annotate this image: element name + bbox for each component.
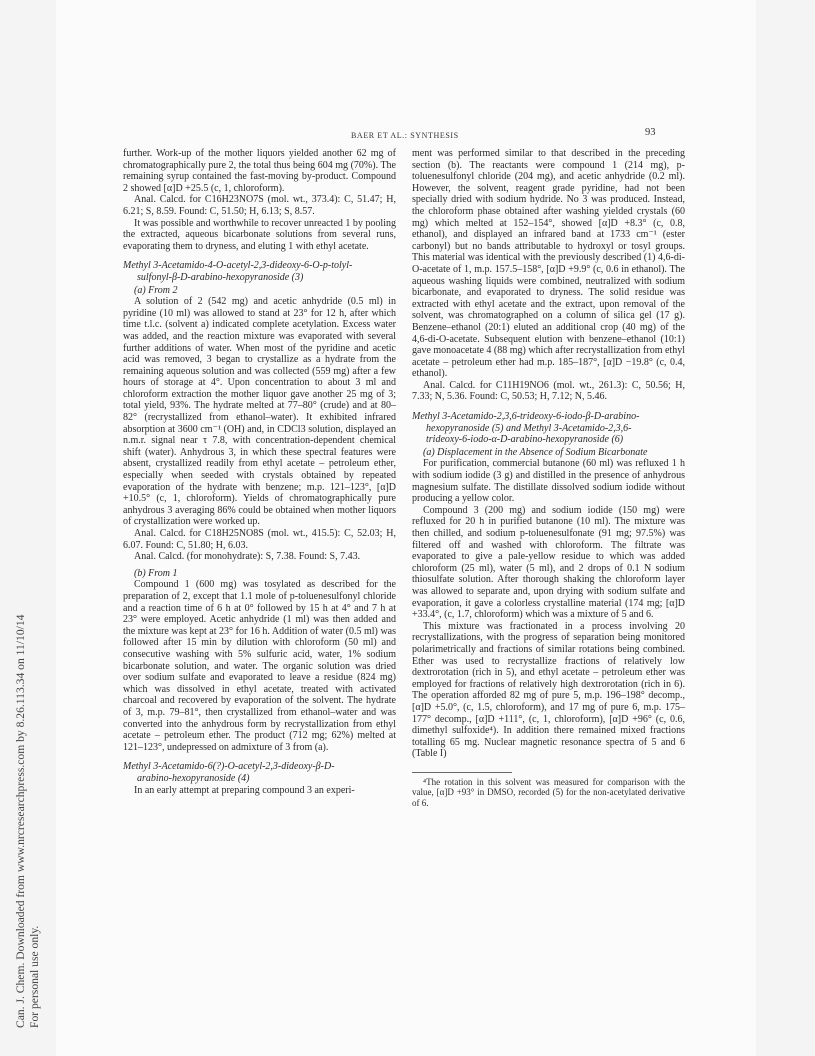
paragraph: It was possible and worthwhile to recover unreacted 1 by pooling the extracted, aqueous bicarbonate solutions from several runs, evaporating them to dryness, and eluting 1 with ethyl acetate. [123,217,396,252]
download-watermark [10,430,50,1030]
running-head: BAER ET AL.: SYNTHESIS [351,131,459,140]
section-heading-line: Methyl 3-Acetamido-2,3,6-trideoxy-6-iodo-β-D-arabino- [412,411,640,423]
subsection-heading: (a) From 2 [134,284,178,296]
analysis-paragraph: Anal. Calcd. (for monohydrate): S, 7.38. Found: S, 7.43. [134,551,361,563]
subsection-heading: (a) Displacement in the Absence of Sodium Bicarbonate [423,446,648,458]
watermark-line-1: Can. J. Chem. Downloaded from www.nrcresearchpress.com by 8.26.113.34 on 11/10/14 [14,614,27,1028]
footnote: ⁴The rotation in this solvent was measured for comparison with the value, [α]D +93° in DMSO, recorded (5) for the non-acetylated derivative of 6. [412,776,685,808]
left-column [123,148,396,797]
paragraph: ment was performed similar to that described in the preceding section (b). The reactants were compound 1 (214 mg), p-toluenesulfonyl chloride (204 mg), and acetic anhydride (0.2 ml). However, the solvent, reagent grade pyridine, had not been specially dried with sodium hydride. No 3 was produced. Instead, the chloroform phase obtained after washing yielded crystals (60 mg) which melted at 152–154°, showed [α]D +8.3° (c, 0.8, ethanol), and displayed an infrared band at 1733 cm⁻¹ (ester carbonyl) but no bands attributable to hydroxyl or tosyl groups. This material was identical with the previously described (1) 4,6-di-O-acetate of 1, m.p. 157.5–158°, [α]D +9.9° (c, 0.6 in ethanol). The aqueous washing liquids were combined, neutralized with sodium bicarbonate, and evaporated to dryness. The solid residue was extracted with ethyl acetate and the extract, upon removal of the solvent, was chromatographed on a column of silica gel (17 g). Benzene–ethanol (20:1) eluted an additional crop (40 mg) of the 4,6-di-O-acetate. Subsequent elution with benzene–ethanol (10:1) gave monoacetate 4 (88 mg) which after recrystallization from ethyl acetate – petroleum ether had m.p. 185–187°, [α]D −19.8° (c, 0.4, ethanol). [412,148,685,380]
right-column [412,148,685,808]
footnote-rule [412,772,512,773]
section-heading-line: hexopyranoside (5) and Methyl 3-Acetamido-2,3,6- [426,422,632,434]
analysis-paragraph: Anal. Calcd. for C11H19NO6 (mol. wt., 261.3): C, 50.56; H, 7.33; N, 5.36. Found: C, 50.53; H, 7.12; N, 5.46. [412,379,685,403]
paragraph: Compound 3 (200 mg) and sodium iodide (150 mg) were refluxed for 20 h in purified butanone (10 ml). The mixture was then chilled, and sodium p-toluenesulfonate (91 mg; 97.5%) was filtered off and washed with chloroform. The filtrate was evaporated to give a pale-yellow residue to which was added chloroform (25 ml), water (5 ml), and 2 drops of 0.1 N sodium thiosulfate solution. After thorough shaking the chloroform layer was allowed to separate and, upon drying with sodium sulfate and evaporation, it gave a colorless crystalline material (174 mg; [α]D +33.4°, (c, 1.7, chloroform) which was a mixture of 5 and 6. [412,504,685,621]
paragraph: A solution of 2 (542 mg) and acetic anhydride (0.5 ml) in pyridine (10 ml) was allowed to stand at 23° for 12 h, after which time t.l.c. (solvent a) indicated complete acetylation. Excess water was added, and the reaction mixture was evaporated with several further additions of water. When most of the pyridine and acetic acid was removed, 3 began to crystallize as a hydrate from the remaining aqueous solution and was collected (559 mg) after a few hours of storage at 4°. Upon concentration to about 3 ml and chloroform extraction the mother liquor gave another 25 mg of 3; total yield, 93%. The hydrate melted at 77–80° (crude) and at 80–82° (recrystallized from ethanol–water). It exhibited infrared absorption at 3600 cm⁻¹ (OH) and, in CDCl3 solution, displayed an n.m.r. signal near τ 7.8, with concentration-dependent chemical shift (water). Anhydrous 3, in which these spectral features were absent, crystallized readily from ethyl acetate – petroleum ether, especially when seeded with crystals obtained by repeated evaporation of the hydrate with benzene; m.p. 121–123°, [α]D +10.5° (c, 1, chloroform). Yields of chromatographically pure anhydrous 3 averaging 86% could be obtained when mother liquors of crystallization were worked up. [123,296,396,528]
paragraph: Compound 1 (600 mg) was tosylated as described for the preparation of 2, except that 1.1 mole of p-toluenesulfonyl chloride and a reaction time of 6 h at 0° followed by 15 h at 4° and 7 h at 23° were employed. Acetic anhydride (1 ml) was then added and the mixture was kept at 23° for 16 h. Addition of water (0.5 ml) was followed after 15 min by dilution with chloroform (50 ml) and consecutive washing with 5% sulfuric acid, water, 1% sodium bicarbonate solution, and water. The organic solution was dried over sodium sulfate and evaporated to leave a residue (824 mg) which was dissolved in ethyl acetate, treated with activated charcoal and recovered by evaporation of the solvent. The hydrate of 3, m.p. 79–81°, then crystallized from ethanol–water and was converted into the anhydrous form by recrystallization from ethyl acetate – petroleum ether. The product (712 mg; 62%) melted at 121–123°, undepressed on admixture of 3 from (a). [123,579,396,753]
section-heading-line: arabino-hexopyranoside (4) [137,772,250,784]
section-heading-line: Methyl 3-Acetamido-4-O-acetyl-2,3-dideoxy-6-O-p-tolyl- [123,260,353,272]
section-heading [123,260,396,283]
section-heading [123,761,396,784]
section-heading-line: trideoxy-6-iodo-α-D-arabino-hexopyranoside (6) [426,434,624,446]
paragraph: This mixture was fractionated in a process involving 20 recrystallizations, with the progress of separation being monitored polarimetrically and fractions of similar rotations being combined. Ether was used to recrystallize fractions of relatively low dextrorotation (rich in 5), and ethyl acetate – petroleum ether was employed for fractions of relatively high dextrorotation (rich in 6). The operation afforded 82 mg of pure 5, m.p. 196–198° decomp., [α]D +5.0°, (c, 1.5, chloroform), and 17 mg of pure 6, m.p. 175–177° decomp., [α]D +111°, (c, 1, chloroform), [α]D +96° (c, 0.6, dimethyl sulfoxide⁴). In addition there remained mixed fractions totalling 65 mg. Nuclear magnetic resonance spectra of 5 and 6 (Table I) [412,620,685,760]
paragraph: In an early attempt at preparing compound 3 an experi- [134,785,355,797]
analysis-paragraph: Anal. Calcd. for C18H25NO8S (mol. wt., 415.5): C, 52.03; H, 6.07. Found: C, 51.80; H, 6.03. [123,528,396,551]
paragraph: For purification, commercial butanone (60 ml) was refluxed 1 h with sodium iodide (3 g) and distilled in the presence of anhydrous magnesium sulfate. The distillate dissolved sodium iodide without producing a yellow color. [412,458,685,505]
paragraph: further. Work-up of the mother liquors yielded another 62 mg of chromatographically pure 2, the total thus being 604 mg (70%). The remaining syrup contained the fast-moving by-product. Compound 2 showed [α]D +25.5 (c, 1, chloroform). [123,148,396,194]
page-number: 93 [645,127,656,138]
section-heading-line: Methyl 3-Acetamido-6(?)-O-acetyl-2,3-dideoxy-β-D- [123,761,335,773]
section-heading-line: sulfonyl-β-D-arabino-hexopyranoside (3) [137,271,304,283]
analysis-paragraph: Anal. Calcd. for C16H23NO7S (mol. wt., 373.4): C, 51.47; H, 6.21; S, 8.59. Found: C, 51.50; H, 6.13; S, 8.57. [123,194,396,217]
section-heading [412,411,685,446]
watermark-line-2: For personal use only. [28,925,41,1028]
subsection-heading: (b) From 1 [134,567,178,579]
